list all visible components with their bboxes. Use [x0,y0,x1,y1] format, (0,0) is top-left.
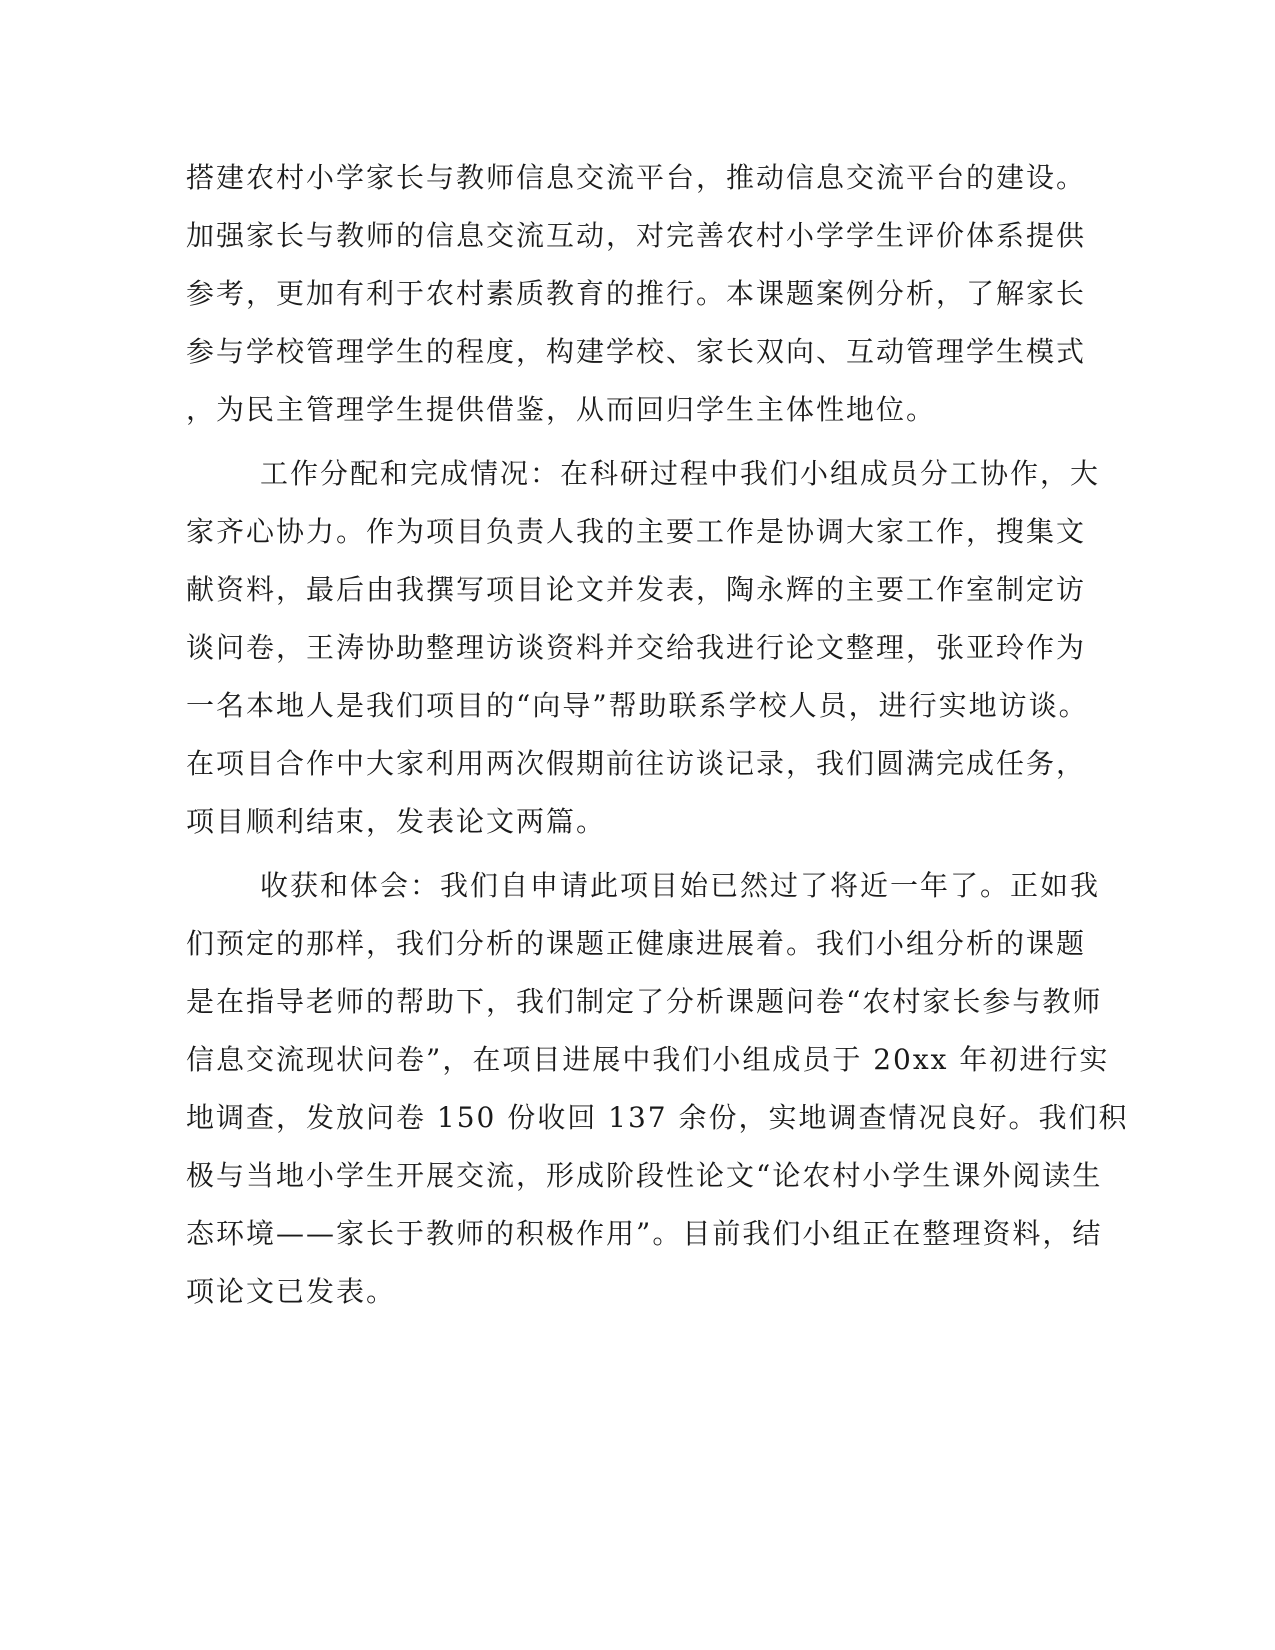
paragraph-3-line-6: 极与当地小学生开展交流，形成阶段性论文“论农村小学生课外阅读生 [186,1159,1103,1192]
paragraph-1-line-1: 搭建农村小学家长与教师信息交流平台，推动信息交流平台的建设。 [186,161,1087,194]
paragraph-3-line-1: 收获和体会：我们自申请此项目始已然过了将近一年了。正如我 [260,869,1101,902]
paragraph-2-line-1: 工作分配和完成情况：在科研过程中我们小组成员分工协作，大 [260,457,1101,490]
paragraph-3-line-8: 项论文已发表。 [186,1275,397,1308]
paragraph-1-line-4: 参与学校管理学生的程度，构建学校、家长双向、互动管理学生模式 [186,335,1087,368]
paragraph-2-line-3: 献资料，最后由我撰写项目论文并发表，陶永辉的主要工作室制定访 [186,573,1087,606]
paragraph-3-line-5: 地调查，发放问卷 150 份收回 137 余份，实地调查情况良好。我们积 [186,1101,1129,1134]
paragraph-2-line-5: 一名本地人是我们项目的“向导”帮助联系学校人员，进行实地访谈。 [186,689,1089,722]
paragraph-1-line-2: 加强家长与教师的信息交流互动，对完善农村小学学生评价体系提供 [186,219,1087,252]
paragraph-3-line-4: 信息交流现状问卷”，在项目进展中我们小组成员于 20xx 年初进行实 [186,1043,1110,1076]
paragraph-2-line-6: 在项目合作中大家利用两次假期前往访谈记录，我们圆满完成任务， [186,747,1087,780]
paragraph-2-line-7: 项目顺利结束，发表论文两篇。 [186,805,607,838]
paragraph-3-line-3: 是在指导老师的帮助下，我们制定了分析课题问卷“农村家长参与教师 [186,985,1103,1018]
paragraph-1-line-3: 参考，更加有利于农村素质教育的推行。本课题案例分析，了解家长 [186,277,1087,310]
paragraph-3-line-2: 们预定的那样，我们分析的课题正健康进展着。我们小组分析的课题 [186,927,1087,960]
paragraph-2-line-4: 谈问卷，王涛协助整理访谈资料并交给我进行论文整理，张亚玲作为 [186,631,1087,664]
paragraph-2-line-2: 家齐心协力。作为项目负责人我的主要工作是协调大家工作，搜集文 [186,515,1087,548]
paragraph-1-line-5: ，为民主管理学生提供借鉴，从而回归学生主体性地位。 [186,393,937,426]
paragraph-3-line-7: 态环境——家长于教师的积极作用”。目前我们小组正在整理资料，结 [186,1217,1103,1250]
